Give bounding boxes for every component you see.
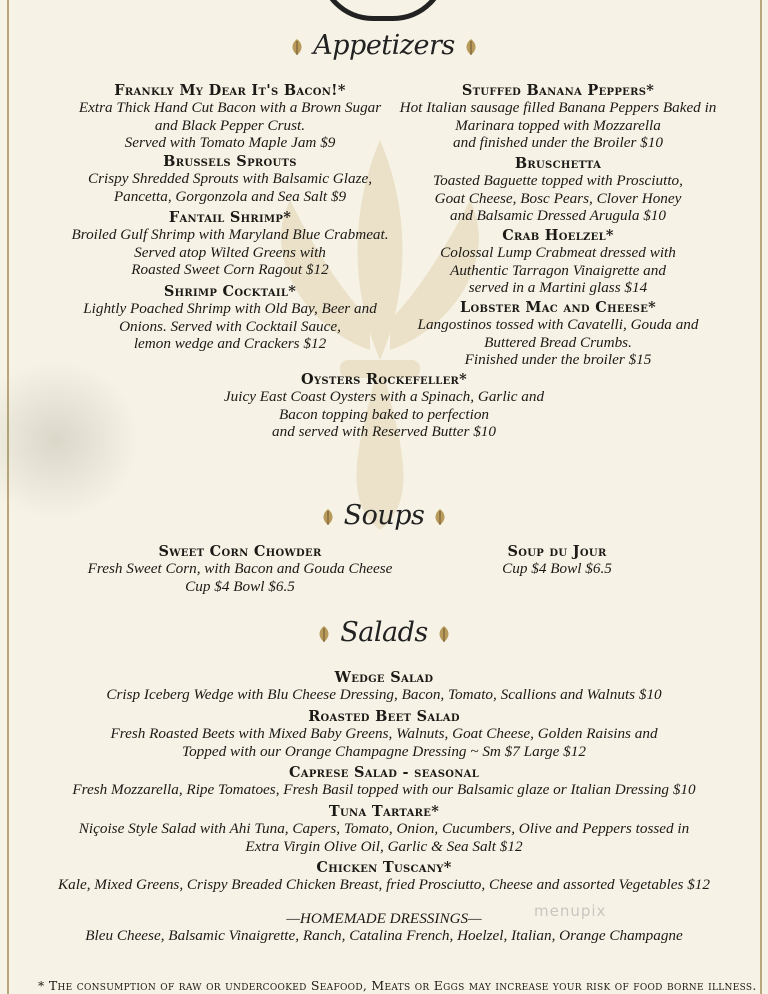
paper-smudge <box>0 360 140 520</box>
leaf-left-icon <box>289 38 305 56</box>
item-name: Lobster Mac and Cheese* <box>460 299 656 316</box>
dressings-block <box>20 910 748 945</box>
menu-item <box>40 543 440 595</box>
leaf-left-icon <box>320 508 336 526</box>
leaf-right-icon <box>432 508 448 526</box>
dressings-heading: —HOMEMADE DRESSINGS— <box>286 910 482 927</box>
item-description: Fresh Sweet Corn, with Bacon and Gouda Cheese Cup $4 Bowl $6.5 <box>87 560 393 595</box>
soups-heading <box>0 500 768 531</box>
leaf-left-icon <box>316 625 332 643</box>
item-name: Chicken Tuscany* <box>316 859 452 876</box>
item-description: Lightly Poached Shrimp with Old Bay, Beer and Onions. Served with Cocktail Sauce, lemon wedge and Crackers $12 <box>83 300 377 353</box>
item-description: Colossal Lump Crabmeat dressed with Authentic Tarragon Vinaigrette and served in a Martini glass $14 <box>440 244 676 297</box>
menu-item <box>358 82 758 152</box>
item-name: Stuffed Banana Peppers* <box>461 82 655 99</box>
item-description: Hot Italian sausage filled Banana Peppers Baked in Marinara topped with Mozzarella and finished under the Broiler $10 <box>399 99 717 152</box>
item-name: Fantail Shrimp* <box>168 209 292 226</box>
item-name: Wedge Salad <box>334 669 434 686</box>
item-name: Sweet Corn Chowder <box>158 543 322 560</box>
leaf-right-icon <box>463 38 479 56</box>
dressings-list: Bleu Cheese, Balsamic Vinaigrette, Ranch, Catalina French, Hoelzel, Italian, Orange Champagne <box>85 927 683 945</box>
item-name: Caprese Salad - seasonal <box>288 764 480 781</box>
item-name: Oysters Rockefeller* <box>301 371 467 388</box>
salads-title: Salads <box>340 617 428 648</box>
menu-item <box>20 859 748 894</box>
menu-item <box>358 299 758 369</box>
menu-item <box>358 155 758 225</box>
item-description: Crispy Shredded Sprouts with Balsamic Glaze, Pancetta, Gorgonzola and Sea Salt $9 <box>87 170 373 205</box>
item-description: Crisp Iceberg Wedge with Blu Cheese Dressing, Bacon, Tomato, Scallions and Walnuts $10 <box>106 686 662 704</box>
item-name: Roasted Beet Salad <box>308 708 460 725</box>
item-description: Cup $4 Bowl $6.5 <box>502 560 612 578</box>
item-name: Frankly My Dear It's Bacon!* <box>114 82 346 99</box>
menu-item <box>358 227 758 297</box>
item-description: Fresh Roasted Beets with Mixed Baby Greens, Walnuts, Goat Cheese, Golden Raisins and Topped with our Orange Champagne Dressing ~ Sm $7 Large $12 <box>110 725 658 760</box>
menu-item <box>20 669 748 704</box>
menupix-watermark: menupix <box>534 902 607 920</box>
menu-item <box>20 708 748 760</box>
menu-item <box>20 803 748 855</box>
salads-heading <box>0 617 768 648</box>
item-name: Brussels Sprouts <box>163 153 297 170</box>
item-description: Toasted Baguette topped with Prosciutto, Goat Cheese, Bosc Pears, Clover Honey and Balsamic Dressed Arugula $10 <box>433 172 683 225</box>
leaf-right-icon <box>436 625 452 643</box>
top-ornament <box>318 0 448 21</box>
item-description: Broiled Gulf Shrimp with Maryland Blue Crabmeat. Served atop Wilted Greens with Roasted Sweet Corn Ragout $12 <box>71 226 389 279</box>
menu-item <box>134 371 634 441</box>
item-name: Shrimp Cocktail* <box>163 283 297 300</box>
item-description: Juicy East Coast Oysters with a Spinach, Garlic and Bacon topping baked to perfection and served with Reserved Butter $10 <box>223 388 545 441</box>
item-name: Soup du Jour <box>507 543 607 560</box>
item-description: Niçoise Style Salad with Ahi Tuna, Capers, Tomato, Onion, Cucumbers, Olive and Peppers tossed in Extra Virgin Olive Oil, Garlic & Sea Salt $12 <box>78 820 690 855</box>
item-name: Tuna Tartare* <box>328 803 440 820</box>
item-description: Fresh Mozzarella, Ripe Tomatoes, Fresh Basil topped with our Balsamic glaze or Italian Dressing $10 <box>72 781 696 799</box>
item-description: Kale, Mixed Greens, Crispy Breaded Chicken Breast, fried Prosciutto, Cheese and assorted Vegetables $12 <box>58 876 710 894</box>
menu-item <box>457 543 657 578</box>
appetizers-heading <box>0 30 768 61</box>
item-description: Extra Thick Hand Cut Bacon with a Brown Sugar and Black Pepper Crust. Served with Tomato Maple Jam $9 <box>78 99 382 152</box>
appetizers-title: Appetizers <box>313 30 455 61</box>
item-description: Langostinos tossed with Cavatelli, Gouda and Buttered Bread Crumbs. Finished under the broiler $15 <box>417 316 699 369</box>
food-safety-disclaimer: * The consumption of raw or undercooked Seafood, Meats or Eggs may increase your risk of food borne illness. <box>38 978 757 993</box>
item-name: Crab Hoelzel* <box>502 227 614 244</box>
item-name: Bruschetta <box>514 155 602 172</box>
soups-title: Soups <box>343 500 425 531</box>
right-border <box>760 0 762 994</box>
menu-item <box>20 764 748 799</box>
